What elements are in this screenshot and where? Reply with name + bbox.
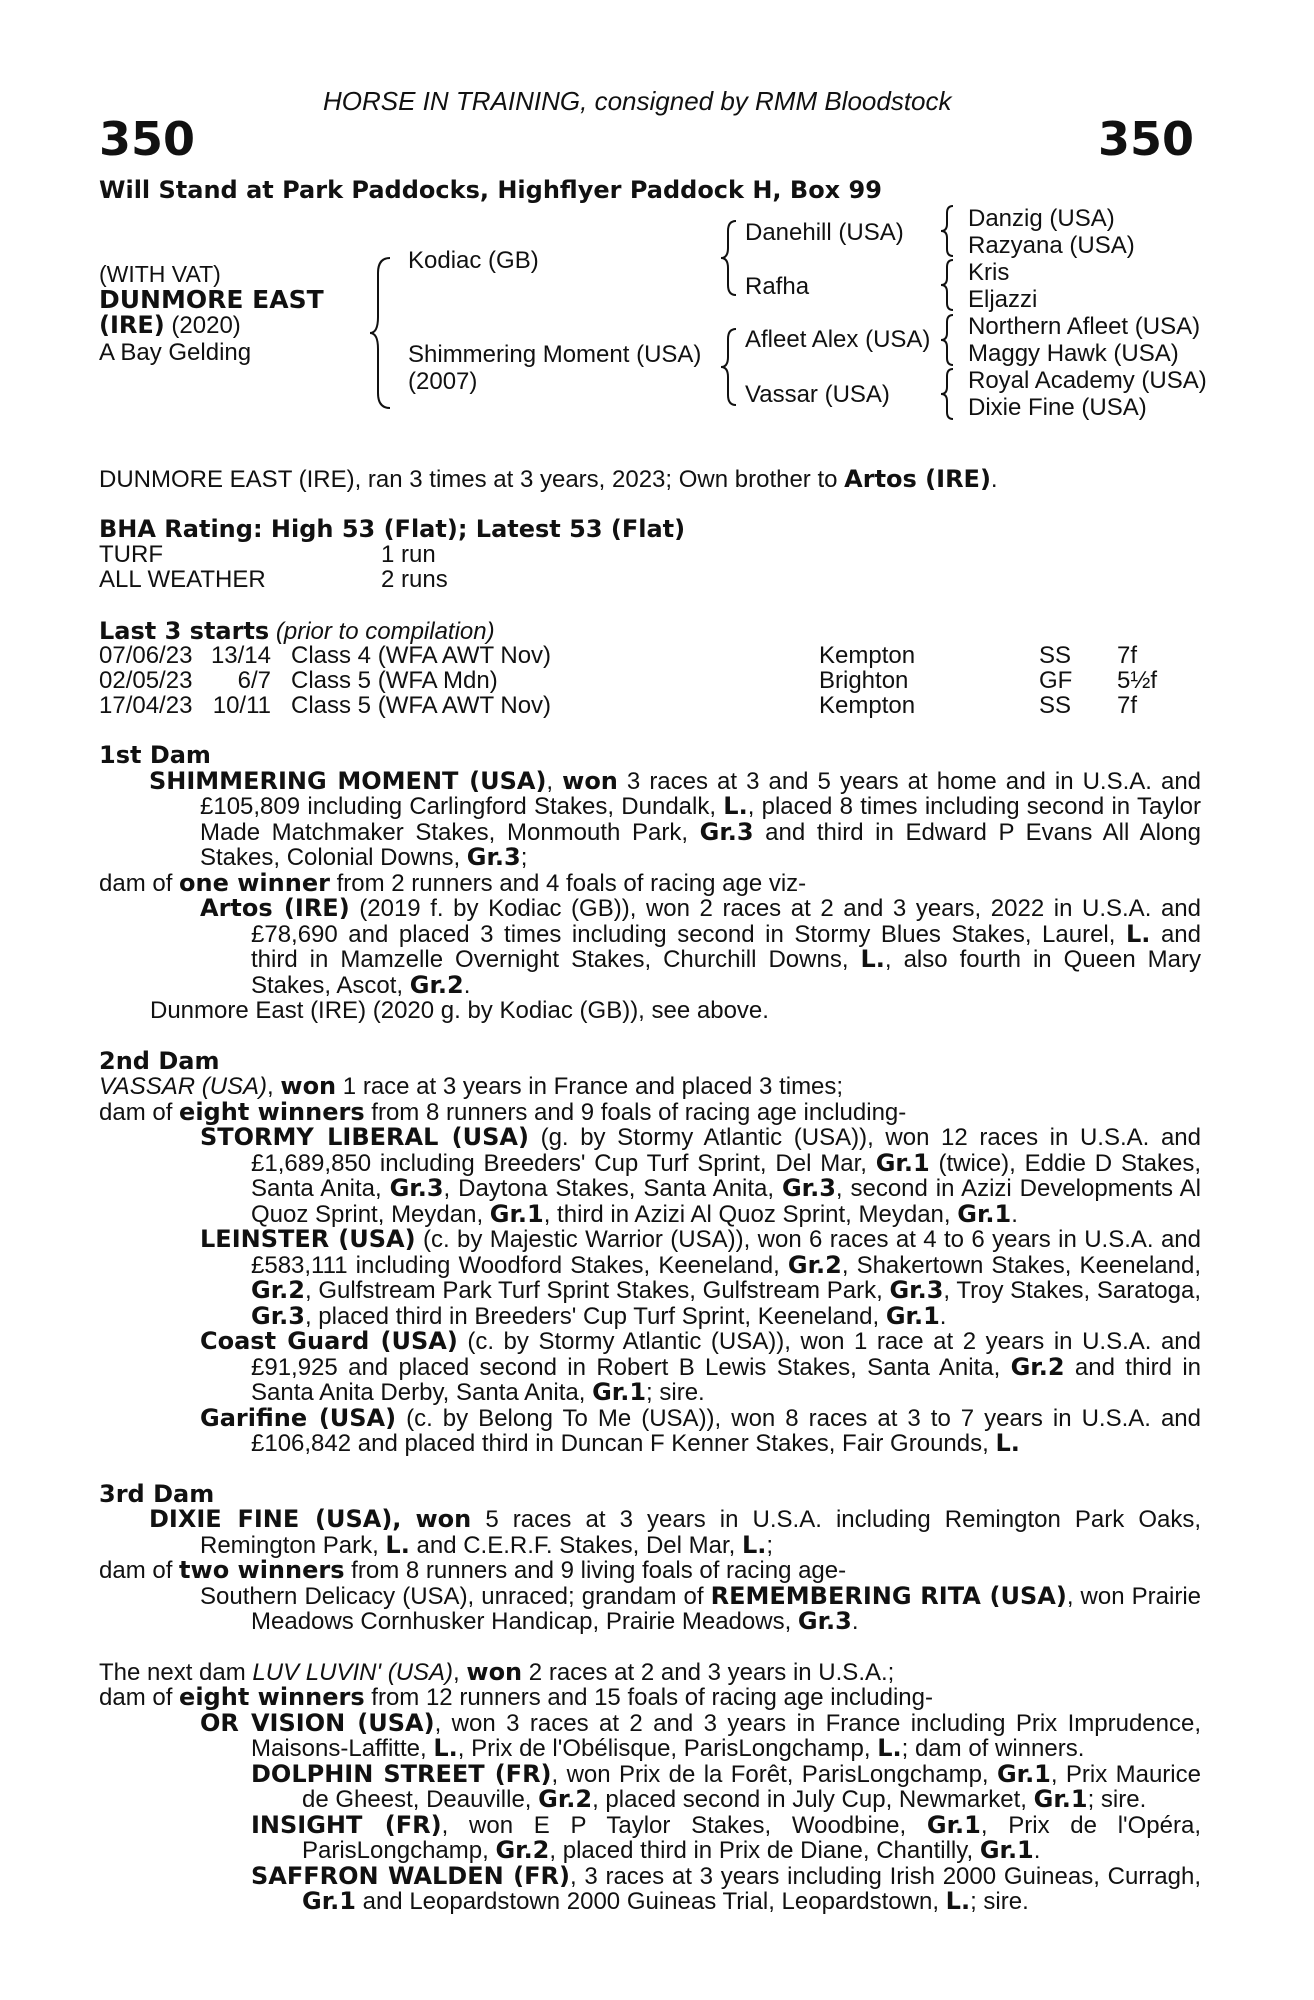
pedigree-dam-sire: Afleet Alex (USA) — [745, 326, 931, 353]
bha-rating-title: BHA Rating: High 53 (Flat); Latest 53 (Flat) — [99, 515, 686, 543]
third-dam-record: DIXIE FINE (USA), won 5 races at 3 years in U.S.A. including Remington Park Oaks, Remington Park, L. and C.E.R.F. Stakes, Del Mar, L.; — [149, 1505, 1201, 1559]
pedigree-brace-main — [366, 255, 396, 411]
second-dam-produce: dam of eight winners from 8 runners and 9 foals of racing age including- — [99, 1097, 907, 1126]
third-dam-produce: dam of two winners from 8 runners and 9 living foals of racing age- — [99, 1556, 847, 1584]
pedigree-brace-ss — [938, 204, 958, 258]
pedigree-ssd: Razyana (USA) — [968, 232, 1135, 259]
rating-runs-aw: 2 runs — [381, 566, 448, 593]
catalogue-page: HORSE IN TRAINING, consigned by RMM Bloodstock 350 350 Will Stand at Park Paddocks, Highflyer Paddock H, Box 99 (WITH VAT) DUNMORE EAST (IRE) (2020) A Bay Gelding Kodiac (GB) Shimmering Moment (USA) (2007) Danehill (USA) Rafha Afleet Alex (USA) Vassar (USA) Danzig (USA) Razyana (USA) Kris Eljazzi Northern Afleet (USA) Maggy Hawk (USA) Royal Academy (USA) Dixie Fine (USA) DUNMORE EAST (IRE), ran 3 times at 3 years, 2023; Own brother to Artos (IRE). BHA Rating: High 53 (Flat); Latest 53 (Flat) TURF 1 run ALL WEATHER 2 runs Last 3 starts (prior to compilation) 07/06/23 13/14 Class 4 (WFA AWT Nov) Kempton SS 7f 02/05/23 6/7 Class 5 (WFA Mdn) Brighton GF 5½f 17/04/23 10/11 Class 5 (WFA AWT Nov) Kempton SS 7f 1st Dam SHIMMERING MOMENT (USA), won 3 races at 3 and 5 years at home and in U.S.A. and £105,809 including Carlingford Stakes, Dundalk, L., placed 8 times including second in Taylor Made Matchmaker Stakes, Monmouth Park, Gr.3 and third in Edward P Evans All Along Stakes, Colonial Downs, Gr.3; dam of one winner from 2 runners and 4 foals of racing age viz- Artos (IRE) (2019 f. by Kodiac (GB)), won 2 races at 2 and 3 years, 2022 in U.S.A. and £78,690 and placed 3 times including second in Stormy Blues Stakes, Laurel, L. and third in Mamzelle Overnight Stakes, Churchill Downs, L., also fourth in Queen Mary Stakes, Ascot, Gr.2. Dunmore East (IRE) (2020 g. by Kodiac (GB)), see above. 2nd Dam VASSAR (USA), won 1 race at 3 years in France and placed 3 times; dam of eight winners from 8 runners and 9 foals of racing age including- STORMY LIBERAL (USA) (g. by Stormy Atlantic (USA)), won 12 races in U.S.A. and £1,689,850 including Breeders' Cup Turf Sprint, Del Mar, Gr.1 (twice), Eddie D Stakes, Santa Anita, Gr.3, Daytona Stakes, Santa Anita, Gr.3, second in Azizi Developments Al Quoz Sprint, Meydan, Gr.1, third in Azizi Al Quoz Sprint, Meydan, Gr.1. LEINSTER (USA) (c. by Majestic Warrior (USA)), won 6 races at 4 to 6 years in U.S.A. and £583,111 including Woodford Stakes, Keeneland, Gr.2, Shakertown Stakes, Keeneland, Gr.2, Gulfstream Park Turf Sprint Stakes, Gulfstream Park, Gr.3, Troy Stakes, Saratoga, Gr.3, placed third in Breeders' Cup Turf Sprint, Keeneland, Gr.1. Coast Guard (USA) (c. by Stormy Atlantic (USA)), won 1 race at 2 years in U.S.A. and £91,925 and placed second in Robert B Lewis Stakes, Santa Anita, Gr.2 and third in Santa Anita Derby, Santa Anita, Gr.1; sire. Garifine (USA) (c. by Belong To Me (USA)), won 8 races at 3 to 7 years in U.S.A. and £106,842 and placed third in Duncan F Kenner Stakes, Fair Grounds, L. 3rd Dam DIXIE FINE (USA), won 5 races at 3 years in U.S.A. including Remington Park Oaks, Remington Park, L. and C.E.R.F. Stakes, Del Mar, L.; dam of two winners from 8 runners and 9 living foals of racing age- Southern Delicacy (USA), unraced; grandam of REMEMBERING RITA (USA), won Prairie Meadows Cornhusker Handicap, Prairie Meadows, Gr.3. The next dam LUV LUVIN' (USA), won 2 races at 2 and 3 years in U.S.A.; dam of eight winners from 12 runners and 15 foals of racing age including- OR VISION (USA), won 3 races at 2 and 3 years in France including Prix Imprudence, Maisons-Laffitte, L., Prix de l'Obélisque, ParisLongchamp, L.; dam of winners. DOLPHIN STREET (FR), won Prix de la Forêt, ParisLongchamp, Gr.1, Prix Maurice de Gheest, Deauville, Gr.2, placed second in July Cup, Newmarket, Gr.1; sire. INSIGHT (FR), won E P Taylor Stakes, Woodbine, Gr.1, Prix de l'Opéra, ParisLongchamp, Gr.2, placed third in Prix de Diane, Chantilly, Gr.1. SAFFRON WALDEN (FR), 3 races at 3 years including Irish 2000 Guineas, Curragh, Gr.1 and Leopardstown 2000 Guineas Trial, Leopardstown, L.; sire. — [99, 86, 1207, 1915]
vat-label: (WITH VAT) — [99, 261, 221, 287]
last-starts-title: Last 3 starts (prior to compilation) — [99, 617, 495, 645]
pedigree-dsd: Maggy Hawk (USA) — [968, 340, 1179, 367]
rating-row-turf: TURF — [99, 541, 163, 568]
pedigree-brace-dd — [938, 367, 958, 421]
produce-or-vision: OR VISION (USA), won 3 races at 2 and 3 years in France including Prix Imprudence, Maisons-Laffitte, L., Prix de l'Obélisque, ParisLongchamp, L.; dam of winners. — [200, 1708, 1202, 1762]
produce-artos: Artos (IRE) (2019 f. by Kodiac (GB)), won 2 races at 2 and 3 years, 2022 in U.S.A. and £78,690 and placed 3 times including second in Stormy Blues Stakes, Laurel, L. and third in Mamzelle Overnight Stakes, Churchill Downs, L., also fourth in Queen Mary Stakes, Ascot, Gr.2. — [200, 894, 1201, 999]
pedigree-brace-sd — [938, 258, 958, 312]
pedigree-dam-dam: Vassar (USA) — [745, 381, 890, 408]
produce-leinster: LEINSTER (USA) (c. by Majestic Warrior (USA)), won 6 races at 4 to 6 years in U.S.A. and £583,111 including Woodford Stakes, Keeneland, Gr.2, Shakertown Stakes, Keeneland, Gr.2, Gulfstream Park Turf Sprint Stakes, Gulfstream Park, Gr.3, Troy Stakes, Saratoga, Gr.3, placed third in Breeders' Cup Turf Sprint, Keeneland, Gr.1. — [200, 1225, 1201, 1330]
start-going: GF — [1039, 667, 1073, 694]
next-dam-record: The next dam LUV LUVIN' (USA), won 2 races at 2 and 3 years in U.S.A.; — [99, 1657, 895, 1686]
pedigree-sdd: Eljazzi — [968, 286, 1038, 313]
lot-number-right: 350 — [1098, 112, 1195, 166]
first-dam-section — [99, 743, 1201, 1915]
pedigree-brace-ds — [938, 313, 958, 367]
pedigree-sire: Kodiac (GB) — [408, 247, 539, 274]
horse-name-line2: (IRE) (2020) — [99, 311, 241, 339]
start-course: Kempton — [819, 642, 916, 669]
first-dam-produce: dam of one winner from 2 runners and 4 foals of racing age viz- — [99, 868, 807, 897]
produce-southern-delicacy: Southern Delicacy (USA), unraced; grandam of REMEMBERING RITA (USA), won Prairie Meadows Cornhusker Handicap, Prairie Meadows, Gr.3. — [200, 1581, 1202, 1635]
rating-row-aw: ALL WEATHER — [99, 566, 266, 593]
next-dam-produce: dam of eight winners from 12 runners and 15 foals of racing age including- — [99, 1683, 933, 1711]
start-course: Brighton — [819, 667, 909, 694]
pedigree-dss: Northern Afleet (USA) — [968, 313, 1201, 340]
pedigree-dds: Royal Academy (USA) — [968, 367, 1207, 394]
start-distance: 5½f — [1117, 667, 1158, 694]
produce-garifine: Garifine (USA) (c. by Belong To Me (USA)), won 8 races at 3 to 7 years in U.S.A. and £106,842 and placed third in Duncan F Kenner Stakes, Fair Grounds, L. — [200, 1403, 1202, 1457]
start-going: SS — [1039, 642, 1072, 669]
first-dam-record: SHIMMERING MOMENT (USA), won 3 races at 3 and 5 years at home and in U.S.A. and £105,809 including Carlingford Stakes, Dundalk, L., placed 8 times including second in Taylor Made Matchmaker Stakes, Monmouth Park, Gr.3 and third in Edward P Evans All Along Stakes, Colonial Downs, Gr.3; — [149, 766, 1202, 871]
start-distance: 7f — [1117, 692, 1138, 719]
horse-name-line1: DUNMORE EAST — [99, 285, 324, 314]
pedigree-sire-dam: Rafha — [745, 273, 810, 300]
pedigree-sds: Kris — [968, 259, 1010, 286]
produce-coast-guard: Coast Guard (USA) (c. by Stormy Atlantic (USA)), won 1 race at 2 years in U.S.A. and £91,925 and placed second in Robert B Lewis Stakes, Santa Anita, Gr.2 and third in Santa Anita Derby, Santa Anita, Gr.1; sire. — [200, 1327, 1202, 1406]
pedigree-sire-sire: Danehill (USA) — [745, 219, 904, 246]
start-date: 07/06/23 — [99, 642, 193, 669]
stand-location: Will Stand at Park Paddocks, Highflyer Paddock H, Box 99 — [99, 176, 882, 204]
start-race: Class 5 (WFA AWT Nov) — [291, 692, 552, 719]
second-dam-record: VASSAR (USA), won 1 race at 3 years in France and placed 3 times; — [99, 1072, 844, 1100]
pedigree-ddd: Dixie Fine (USA) — [968, 394, 1147, 421]
consignment-line: HORSE IN TRAINING, consigned by RMM Bloodstock — [323, 86, 952, 116]
start-race: Class 4 (WFA AWT Nov) — [291, 642, 552, 669]
first-dam-heading: 1st Dam — [99, 741, 211, 769]
produce-dolphin-street: DOLPHIN STREET (FR), won Prix de la Forêt, ParisLongchamp, Gr.1, Prix Maurice de Gheest, Deauville, Gr.2, placed second in July Cup, Newmarket, Gr.1; sire. — [251, 1759, 1201, 1813]
second-dam-heading: 2nd Dam — [99, 1046, 220, 1075]
start-going: SS — [1039, 692, 1072, 719]
pedigree-dam-year: (2007) — [408, 368, 478, 395]
third-dam-heading: 3rd Dam — [99, 1479, 215, 1508]
start-race: Class 5 (WFA Mdn) — [291, 667, 498, 694]
pedigree-brace-sire — [718, 218, 742, 298]
pedigree-brace-dam — [718, 326, 742, 408]
produce-dunmore: Dunmore East (IRE) (2020 g. by Kodiac (GB)), see above. — [150, 997, 769, 1024]
start-course: Kempton — [819, 692, 916, 719]
produce-insight: INSIGHT (FR), won E P Taylor Stakes, Woodbine, Gr.1, Prix de l'Opéra, ParisLongchamp, Gr.2, placed third in Prix de Diane, Chantilly, Gr.1. — [251, 1810, 1201, 1864]
start-date: 17/04/23 — [99, 692, 193, 719]
rating-runs-turf: 1 run — [381, 541, 436, 568]
pedigree-sss: Danzig (USA) — [968, 205, 1115, 232]
start-date: 02/05/23 — [99, 667, 193, 694]
lot-number-left: 350 — [99, 112, 196, 166]
pedigree-dam: Shimmering Moment (USA) — [408, 341, 702, 368]
produce-saffron-walden: SAFFRON WALDEN (FR), 3 races at 3 years including Irish 2000 Guineas, Curragh, Gr.1 and Leopardstown 2000 Guineas Trial, Leopardstown, L.; sire. — [251, 1861, 1201, 1915]
produce-stormy-liberal: STORMY LIBERAL (USA) (g. by Stormy Atlantic (USA)), won 12 races in U.S.A. and £1,689,850 including Breeders' Cup Turf Sprint, Del Mar, Gr.1 (twice), Eddie D Stakes, Santa Anita, Gr.3, Daytona Stakes, Santa Anita, Gr.3, second in Azizi Developments Al Quoz Sprint, Meydan, Gr.1, third in Azizi Al Quoz Sprint, Meydan, Gr.1. — [200, 1123, 1201, 1228]
race-summary: DUNMORE EAST (IRE), ran 3 times at 3 years, 2023; Own brother to Artos (IRE). — [99, 465, 998, 493]
start-distance: 7f — [1117, 642, 1138, 669]
horse-description: A Bay Gelding — [99, 339, 252, 366]
